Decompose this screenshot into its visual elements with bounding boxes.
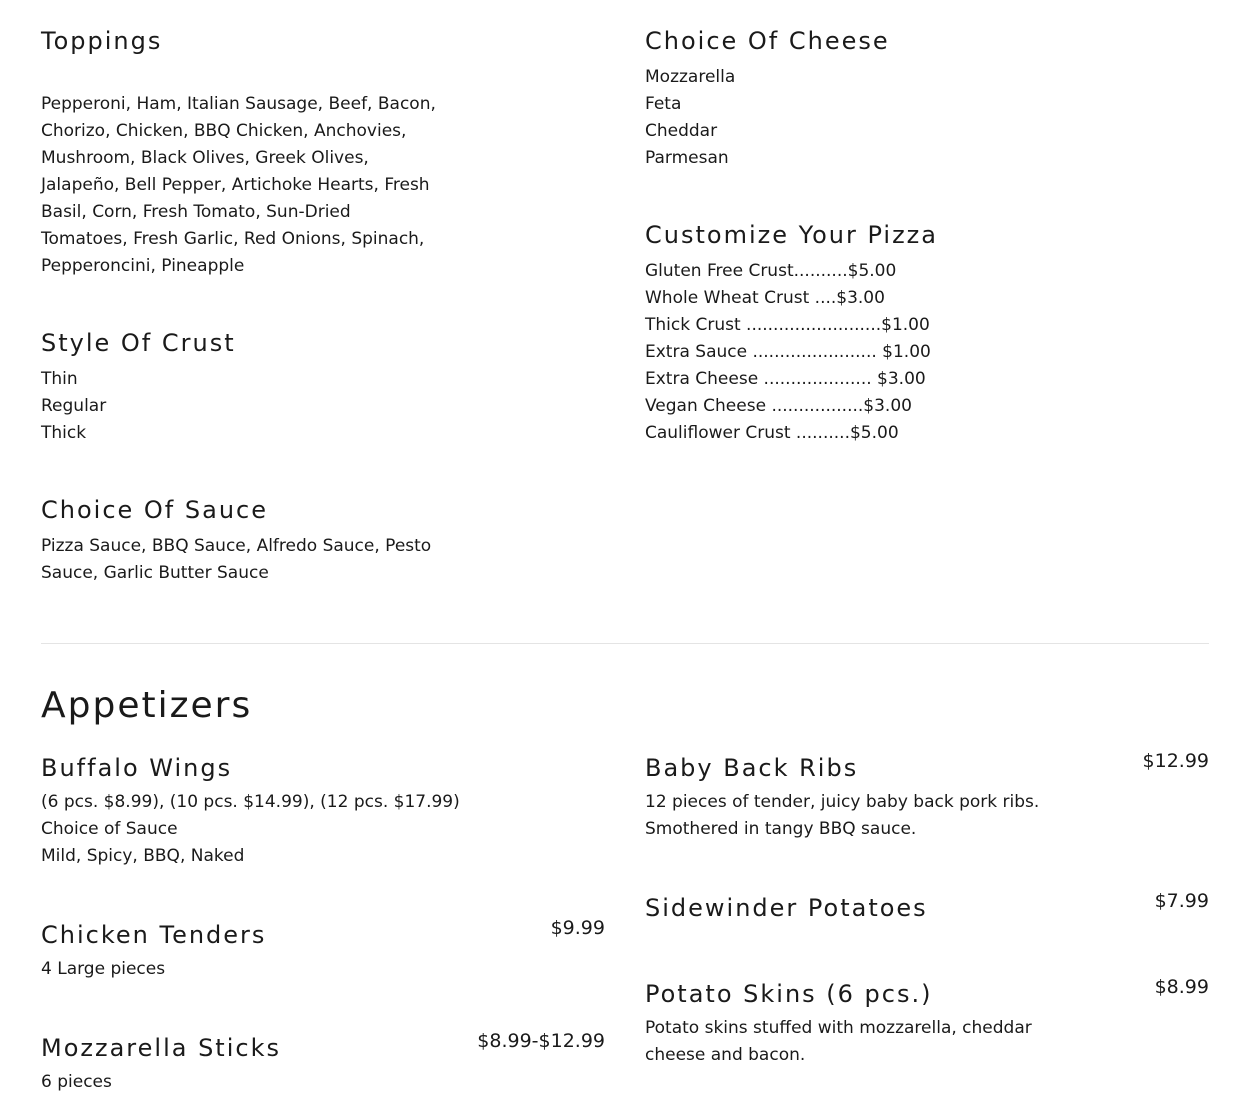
menu-item-sidewinder-potatoes [645,890,1209,923]
item-desc: Potato skins stuffed with mozzarella, cheddar cheese and bacon. [645,1018,1032,1065]
crust-option: Regular [41,396,107,416]
item-price: $8.99-$12.99 [477,1030,605,1052]
sauce-title: Choice Of Sauce [41,496,268,524]
item-desc-line: (6 pcs. $8.99), (10 pcs. $14.99), (12 pcs. $17.99) [41,792,460,812]
cheese-option: Feta [645,94,682,114]
toppings-section [41,26,605,280]
item-name: Buffalo Wings [41,754,233,782]
item-price: $8.99 [1154,976,1209,998]
customize-option: Vegan Cheese .................$3.00 [645,396,912,416]
customize-title: Customize Your Pizza [645,221,938,249]
item-name: Mozzarella Sticks [41,1034,281,1062]
item-desc: 12 pieces of tender, juicy baby back pork ribs. Smothered in tangy BBQ sauce. [645,792,1040,839]
crust-section [41,328,605,447]
item-price: $12.99 [1142,750,1209,772]
customize-section [645,220,1209,447]
menu-item-potato-skins [645,976,1209,1069]
section-divider [41,643,1209,644]
item-desc-line: Choice of Sauce [41,819,178,839]
cheese-option: Cheddar [645,121,718,141]
crust-option: Thin [41,369,78,389]
customize-option: Whole Wheat Crust ....$3.00 [645,288,885,308]
item-name: Baby Back Ribs [645,754,859,782]
customize-option: Gluten Free Crust..........$5.00 [645,261,897,281]
toppings-text: Pepperoni, Ham, Italian Sausage, Beef, Bacon, Chorizo, Chicken, BBQ Chicken, Anchovies, Mushroom, Black Olives, Greek Olives, Jalapeño, Bell Pepper, Artichoke Hearts, Fresh Basil, Corn, Fresh Tomato, Sun-Dried Tomatoes, Fresh Garlic, Red Onions, Spinach, Pepperoncini, Pineapple [41,94,436,276]
item-desc-line: Mild, Spicy, BBQ, Naked [41,846,245,866]
appetizers-title: Appetizers [41,685,253,726]
item-desc: 4 Large pieces [41,959,166,979]
crust-title: Style Of Crust [41,329,236,357]
item-desc: 6 pieces [41,1072,112,1092]
item-name: Sidewinder Potatoes [645,894,928,922]
menu-item-baby-back-ribs [645,750,1209,843]
customize-option: Extra Sauce ....................... $1.00 [645,342,931,362]
item-price: $7.99 [1154,890,1209,912]
sauce-section [41,495,605,587]
item-name: Chicken Tenders [41,921,267,949]
item-price: $9.99 [550,917,605,939]
cheese-option: Parmesan [645,148,729,168]
sauce-text: Pizza Sauce, BBQ Sauce, Alfredo Sauce, Pesto Sauce, Garlic Butter Sauce [41,536,432,583]
cheese-option: Mozzarella [645,67,736,87]
customize-option: Thick Crust .........................$1.00 [645,315,930,335]
cheese-section [645,26,1209,172]
item-name: Potato Skins (6 pcs.) [645,980,933,1008]
customize-option: Extra Cheese .................... $3.00 [645,369,926,389]
menu-item-chicken-tenders [41,917,605,983]
cheese-title: Choice Of Cheese [645,27,890,55]
menu-item-mozzarella-sticks [41,1030,605,1096]
customize-option: Cauliflower Crust ..........$5.00 [645,423,899,443]
toppings-title: Toppings [41,27,163,55]
crust-option: Thick [41,423,87,443]
menu-item-buffalo-wings [41,753,605,870]
